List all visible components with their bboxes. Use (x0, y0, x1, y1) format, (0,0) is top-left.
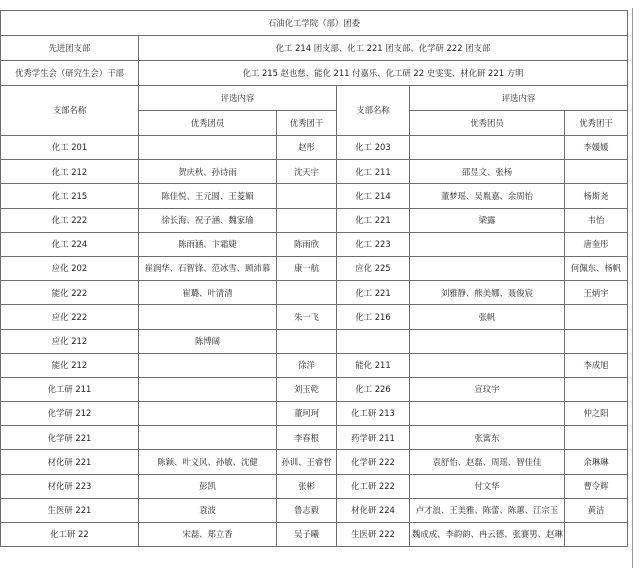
table-row (1, 329, 628, 353)
cell-branch-right: 化工 226 (337, 377, 410, 401)
cell-member-right (410, 136, 565, 160)
cell-cadre-right: 曹令辉 (565, 474, 628, 498)
cell-branch-right: 材化研 224 (337, 498, 410, 522)
cell-member-right: 梁露 (410, 208, 565, 232)
cell-cadre-left: 刘玉乾 (277, 377, 337, 401)
table-row (1, 450, 628, 474)
table-row (1, 256, 628, 280)
cell-branch-right: 化工 211 (337, 160, 410, 184)
cell-branch-left: 化学研 221 (1, 426, 139, 450)
table-row (1, 281, 628, 305)
cell-cadre-right (565, 305, 628, 329)
table-title: 石油化工学院（部）团委 (1, 11, 628, 36)
table-row (1, 208, 628, 232)
cell-branch-right: 化工 221 (337, 281, 410, 305)
cell-branch-left: 化学研 212 (1, 402, 139, 426)
cell-member-right: 董梦瑶、吴胤嘉、余周怡 (410, 184, 565, 208)
cell-member-left (139, 402, 277, 426)
cell-cadre-right: 王炳宇 (565, 281, 628, 305)
cell-member-left: 贺庆秋、孙诗雨 (139, 160, 277, 184)
table-row (1, 160, 628, 184)
cell-cadre-right: 余琳琳 (565, 450, 628, 474)
cell-branch-right: 化工 214 (337, 184, 410, 208)
info-value: 化工 215 赵也慈、能化 211 付嘉乐、化工研 22 史雯雯、材化研 221 方明 (139, 61, 628, 86)
cell-branch-left: 化工 215 (1, 184, 139, 208)
cell-member-right (410, 329, 565, 353)
cell-branch-right: 化工 221 (337, 208, 410, 232)
cell-cadre-left (277, 208, 337, 232)
cell-branch-right: 化工研 213 (337, 402, 410, 426)
cell-cadre-right (565, 160, 628, 184)
cell-member-left: 彭凯 (139, 474, 277, 498)
table-row (1, 353, 628, 377)
cell-branch-left: 化工研 211 (1, 377, 139, 401)
info-label: 先进团支部 (1, 36, 139, 61)
cell-member-right: 宣玟宇 (410, 377, 565, 401)
header-cadre-right: 优秀团干 (565, 111, 628, 136)
table-row (1, 136, 628, 160)
cell-cadre-right: 李成旭 (565, 353, 628, 377)
cell-cadre-right (565, 523, 628, 547)
cell-branch-right: 生医研 222 (337, 523, 410, 547)
cell-cadre-left: 陈雨欣 (277, 232, 337, 256)
cell-branch-right: 应化 225 (337, 256, 410, 280)
page-margin-rule (632, 8, 633, 568)
cell-branch-left: 能化 212 (1, 353, 139, 377)
title-row (1, 11, 628, 36)
cell-cadre-right: 仲之阳 (565, 402, 628, 426)
cell-cadre-left: 吴子曦 (277, 523, 337, 547)
cell-member-left: 崔润华、石智锋、范冰雪、顾沛慕 (139, 256, 277, 280)
cell-cadre-right (565, 377, 628, 401)
cell-member-left: 崔璐、叶清清 (139, 281, 277, 305)
cell-member-right: 袁舒怡、赵磊、周瑶、智佳佳 (410, 450, 565, 474)
cell-cadre-right: 唐奎彤 (565, 232, 628, 256)
cell-member-left: 袁波 (139, 498, 277, 522)
cell-branch-left: 材化研 221 (1, 450, 139, 474)
cell-member-right: 邵昱文、张杨 (410, 160, 565, 184)
cell-cadre-left: 赵彤 (277, 136, 337, 160)
cell-branch-left: 生医研 221 (1, 498, 139, 522)
cell-branch-right: 化工 203 (337, 136, 410, 160)
table-row (1, 498, 628, 522)
cell-branch-left: 化工 201 (1, 136, 139, 160)
cell-member-left: 宋磊、郑立香 (139, 523, 277, 547)
cell-member-left (139, 136, 277, 160)
cell-branch-right: 化工 223 (337, 232, 410, 256)
header-member-left: 优秀团员 (139, 111, 277, 136)
cell-member-left (139, 353, 277, 377)
table-row (1, 305, 628, 329)
cell-branch-right: 能化 211 (337, 353, 410, 377)
info-row-advanced-branch (1, 36, 628, 61)
cell-branch-left: 化工 222 (1, 208, 139, 232)
info-value: 化工 214 团支部、化工 221 团支部、化学研 222 团支部 (139, 36, 628, 61)
cell-member-left: 陈颖、叶义风、孙敏、沈健 (139, 450, 277, 474)
header-category-left: 评选内容 (139, 86, 337, 111)
cell-branch-right: 化工研 222 (337, 474, 410, 498)
cell-member-right: 付文华 (410, 474, 565, 498)
cell-cadre-left: 孙训、王睿哲 (277, 450, 337, 474)
cell-branch-right: 化工 216 (337, 305, 410, 329)
commendation-table (0, 10, 628, 547)
cell-branch-left: 应化 212 (1, 329, 139, 353)
cell-member-right: 魏成成、李韵韵、冉云德、张赛男、赵琳 (410, 523, 565, 547)
info-label: 优秀学生会（研究生会）干部 (1, 61, 139, 86)
cell-member-right (410, 402, 565, 426)
cell-member-right: 刘雅静、熊美娜、聂俊宸 (410, 281, 565, 305)
cell-cadre-right: 杨斯尧 (565, 184, 628, 208)
cell-branch-left: 能化 222 (1, 281, 139, 305)
cell-cadre-left: 董珂珂 (277, 402, 337, 426)
table-row (1, 523, 628, 547)
cell-cadre-left: 张彬 (277, 474, 337, 498)
cell-cadre-right: 何佩东、杨帆 (565, 256, 628, 280)
cell-cadre-left: 沈天宇 (277, 160, 337, 184)
cell-member-right (410, 353, 565, 377)
header-branch-left: 支部名称 (1, 86, 139, 136)
cell-member-right: 张帆 (410, 305, 565, 329)
cell-branch-left: 材化研 223 (1, 474, 139, 498)
cell-branch-left: 应化 202 (1, 256, 139, 280)
cell-member-left: 陈雨涵、卞霜婕 (139, 232, 277, 256)
cell-branch-right: 化学研 222 (337, 450, 410, 474)
table-row (1, 184, 628, 208)
header-branch-right: 支部名称 (337, 86, 410, 136)
cell-cadre-left: 康一航 (277, 256, 337, 280)
header-category-right: 评选内容 (410, 86, 628, 111)
table-row (1, 402, 628, 426)
cell-cadre-right: 黄洁 (565, 498, 628, 522)
table-row (1, 232, 628, 256)
cell-cadre-right (565, 329, 628, 353)
header-member-right: 优秀团员 (410, 111, 565, 136)
cell-member-left (139, 377, 277, 401)
cell-branch-left: 应化 222 (1, 305, 139, 329)
cell-cadre-left: 徐洋 (277, 353, 337, 377)
table-row (1, 426, 628, 450)
cell-member-right (410, 232, 565, 256)
cell-branch-right: 药学研 211 (337, 426, 410, 450)
cell-cadre-right: 李媛媛 (565, 136, 628, 160)
cell-member-right (410, 256, 565, 280)
cell-branch-left: 化工 212 (1, 160, 139, 184)
cell-branch-right (337, 329, 410, 353)
cell-cadre-left (277, 184, 337, 208)
header-row-1 (1, 86, 628, 111)
cell-member-left: 陈佳悦、王元圆、王菱媚 (139, 184, 277, 208)
cell-cadre-left (277, 281, 337, 305)
cell-member-left (139, 426, 277, 450)
cell-branch-left: 化工研 22 (1, 523, 139, 547)
cell-cadre-right: 韦怡 (565, 208, 628, 232)
cell-cadre-left: 朱一飞 (277, 305, 337, 329)
info-row-student-union (1, 61, 628, 86)
cell-member-left (139, 305, 277, 329)
header-cadre-left: 优秀团干 (277, 111, 337, 136)
cell-member-right: 卢才浪、王美雅、陈蕾、陈蕙、江宗玉 (410, 498, 565, 522)
table-row (1, 377, 628, 401)
cell-member-left: 徐长海、祝子涵、魏家瑜 (139, 208, 277, 232)
cell-cadre-right (565, 426, 628, 450)
cell-cadre-left (277, 329, 337, 353)
cell-cadre-left: 鲁志毅 (277, 498, 337, 522)
cell-member-right: 张寓东 (410, 426, 565, 450)
cell-member-left: 陈博阔 (139, 329, 277, 353)
cell-cadre-left: 李春根 (277, 426, 337, 450)
cell-branch-left: 化工 224 (1, 232, 139, 256)
table-row (1, 474, 628, 498)
